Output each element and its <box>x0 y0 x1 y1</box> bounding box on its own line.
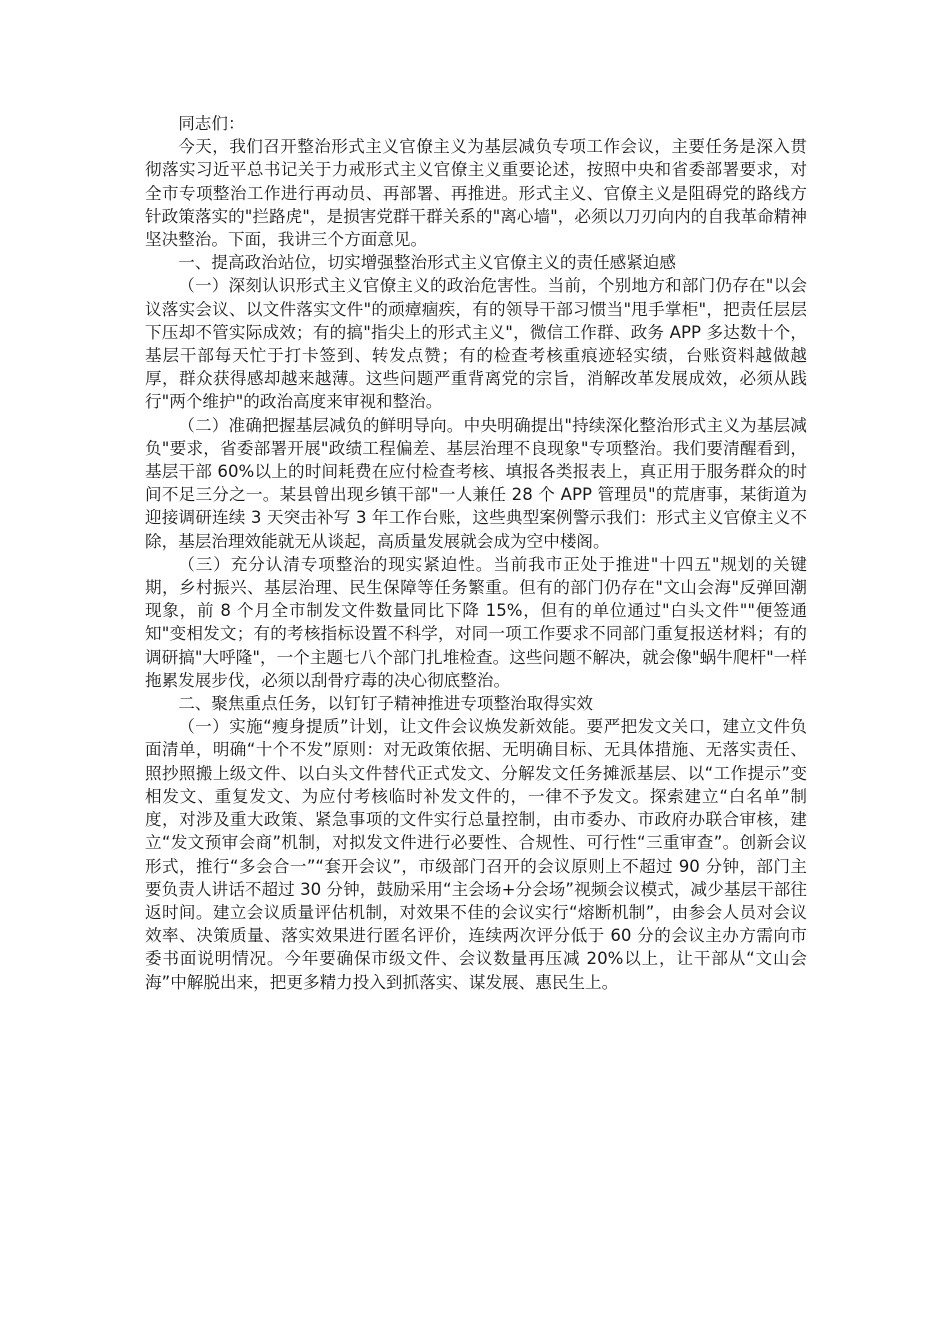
paragraph-1-3: （三）充分认清专项整治的现实紧迫性。当前我市正处于推进"十四五"规划的关键期，乡村振兴、基层治理、民生保障等任务繁重。但有的部门仍存在"文山会海"反弹回潮现象，前 8 个月全市制发文件数量同比下降 15%，但有的单位通过"白头文件""便签通知"变相发文；有的考核指标设置不科学，对同一项工作要求不同部门重复报送材料；有的调研搞"大呼隆"，一个主题七八个部门扎堆检查。这些问题不解决，就会像"蜗牛爬杆"一样拖累发展步伐，必须以刮骨疗毒的决心彻底整治。 <box>145 554 807 690</box>
salutation: 同志们： <box>178 114 245 133</box>
paragraph-1-2: （二）准确把握基层减负的鲜明导向。中央明确提出"持续深化整治形式主义为基层减负"要求，省委部署开展"政绩工程偏差、基层治理不良现象"专项整治。我们要清醒看到，基层干部 60%以上的时间耗费在应付检查考核、填报各类报表上，真正用于服务群众的时间不足三分之一。某县曾出现乡镇干部"一人兼任 28 个 APP 管理员"的荒唐事，某街道为迎接调研连续 3 天突击补写 3 年工作台账，这些典型案例警示我们：形式主义官僚主义不除，基层治理效能就无从谈起，高质量发展就会成为空中楼阁。 <box>145 415 807 551</box>
paragraph-2-1: （一）实施“瘦身提质”计划，让文件会议焕发新效能。要严把发文关口，建立文件负面清单，明确“十个不发”原则：对无政策依据、无明确目标、无具体措施、无落实责任、照抄照搬上级文件、以白头文件替代正式发文、分解发文任务摊派基层、以“工作提示”变相发文、重复发文、为应付考核临时补发文件的，一律不予发文。探索建立“白名单”制度，对涉及重大政策、紧急事项的文件实行总量控制，由市委办、市政府办联合审核，建立“发文预审会商”机制，对拟发文件进行必要性、合规性、可行性“三重审查”。创新会议形式，推行“多会合一”“套开会议”，市级部门召开的会议原则上不超过 90 分钟，部门主要负责人讲话不超过 30 分钟，鼓励采用“主会场+分会场”视频会议模式，减少基层干部往返时间。建立会议质量评估机制，对效果不佳的会议实行“熔断机制”，由参会人员对会议效率、决策质量、落实效果进行匿名评价，连续两次评分低于 60 分的会议主办方需向市委书面说明情况。今年要确保市级文件、会议数量再压减 20%以上，让干部从“文山会海”中解脱出来，把更多精力投入到抓落实、谋发展、惠民生上。 <box>145 717 807 992</box>
heading-section-2: 二、聚焦重点任务，以钉钉子精神推进专项整治取得实效 <box>178 694 594 714</box>
heading-section-1: 一、提高政治站位，切实增强整治形式主义官僚主义的责任感紧迫感 <box>178 253 676 273</box>
paragraph-1-1: （一）深刻认识形式主义官僚主义的政治危害性。当前，个别地方和部门仍存在"以会议落实会议、以文件落实文件"的顽瘴痼疾，有的领导干部习惯当"甩手掌柜"，把责任层层下压却不管实际成效；有的搞"指尖上的形式主义"，微信工作群、政务 APP 多达数十个，基层干部每天忙于打卡签到、转发点赞；有的检查考核重痕迹轻实绩，台账资料越做越厚，群众获得感却越来越薄。这些问题严重背离党的宗旨，消解改革发展成效，必须从践行"两个维护"的政治高度来审视和整治。 <box>145 276 807 412</box>
document-body <box>145 112 807 994</box>
paragraph-intro: 今天，我们召开整治形式主义官僚主义为基层减负专项工作会议，主要任务是深入贯彻落实习近平总书记关于力戒形式主义官僚主义重要论述，按照中央和省委部署要求，对全市专项整治工作进行再动员、再部署、再推进。形式主义、官僚主义是阻碍党的路线方针政策落实的"拦路虎"，是损害党群干群关系的"离心墙"，必须以刀刃向内的自我革命精神坚决整治。下面，我讲三个方面意见。 <box>145 137 807 250</box>
